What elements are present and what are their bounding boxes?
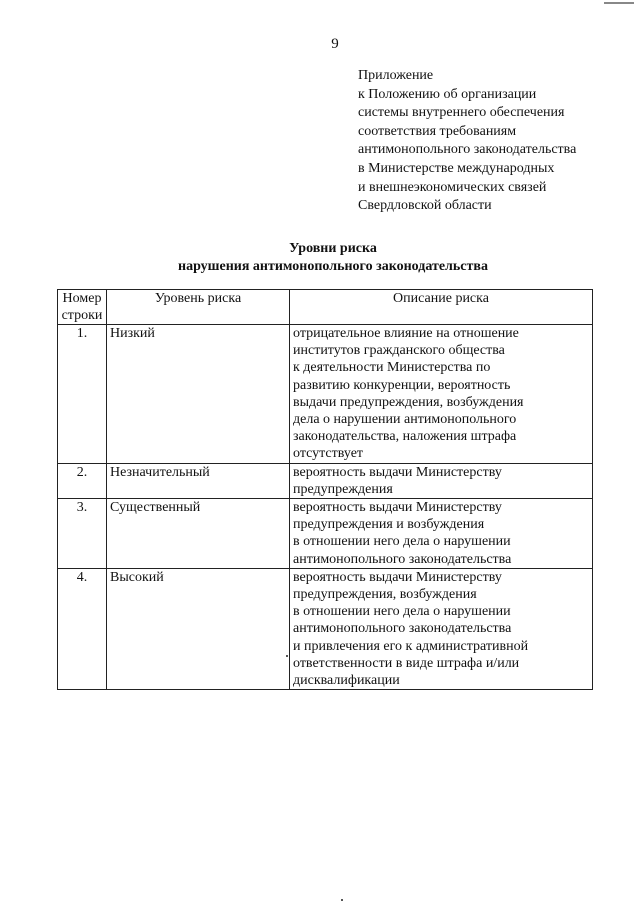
appendix-note — [358, 67, 576, 216]
description-line: вероятность выдачи Министерству — [293, 500, 502, 516]
scan-edge-mark — [604, 2, 634, 4]
row-number: 2. — [58, 463, 107, 498]
risk-description — [290, 568, 593, 689]
table-row — [58, 463, 593, 498]
header-risk-description: Описание риска — [290, 290, 593, 325]
description-line: дисквалификации — [293, 673, 400, 689]
row-number: 3. — [58, 499, 107, 569]
table-row — [58, 499, 593, 569]
description-line: развитию конкуренции, вероятность — [293, 377, 511, 393]
description-line: вероятность выдачи Министерству — [293, 464, 502, 480]
scan-speck — [286, 655, 288, 657]
appendix-line: системы внутреннего обеспечения — [358, 105, 565, 121]
description-line: предупреждения — [293, 481, 393, 497]
risk-description — [290, 463, 593, 498]
description-line: и привлечения его к административной — [293, 638, 529, 654]
description-line: отрицательное влияние на отношение — [293, 326, 519, 341]
title-line-1: Уровни риска — [289, 241, 377, 256]
document-title — [0, 240, 640, 276]
description-line: законодательства, наложения штрафа — [293, 429, 517, 445]
description-line: антимонопольного законодательства — [293, 621, 512, 637]
appendix-line: Свердловской области — [358, 198, 492, 214]
header-risk-level: Уровень риска — [107, 290, 290, 325]
description-line: выдачи предупреждения, возбуждения — [293, 394, 524, 410]
description-line: отсутствует — [293, 446, 364, 462]
table-row — [58, 325, 593, 464]
row-number: 1. — [58, 325, 107, 464]
appendix-line: Приложение — [358, 68, 434, 83]
appendix-line: антимонопольного законодательства — [358, 142, 577, 158]
page-number: 9 — [331, 36, 339, 52]
description-line: предупреждения, возбуждения — [293, 587, 477, 603]
risk-level: Существенный — [107, 499, 290, 569]
description-line: дела о нарушении антимонопольного — [293, 412, 517, 428]
risk-levels-table — [57, 289, 593, 690]
scan-speck — [341, 899, 343, 901]
risk-level: Низкий — [107, 325, 290, 464]
description-line: институтов гражданского общества — [293, 343, 505, 359]
table-header-row — [58, 290, 593, 325]
appendix-line: соответствия требованиям — [358, 123, 517, 139]
description-line: предупреждения и возбуждения — [293, 517, 485, 533]
description-line: в отношении него дела о нарушении — [293, 534, 511, 550]
description-line: вероятность выдачи Министерству — [293, 569, 502, 585]
appendix-line: и внешнеэкономических связей — [358, 179, 547, 195]
description-line: к деятельности Министерства по — [293, 360, 491, 376]
header-number-line-1: Номер — [62, 291, 102, 306]
table-row — [58, 568, 593, 689]
row-number: 4. — [58, 568, 107, 689]
header-row-number — [58, 290, 107, 325]
title-line-2: нарушения антимонопольного законодательства — [178, 259, 488, 274]
description-line: антимонопольного законодательства — [293, 551, 512, 567]
appendix-line: к Положению об организации — [358, 86, 537, 102]
header-number-line-2: строки — [61, 308, 103, 323]
appendix-line: в Министерстве международных — [358, 160, 555, 176]
risk-level: Незначительный — [107, 463, 290, 498]
risk-description — [290, 499, 593, 569]
description-line: в отношении него дела о нарушении — [293, 604, 511, 620]
risk-description — [290, 325, 593, 464]
description-line: ответственности в виде штрафа и/или — [293, 655, 520, 671]
risk-level: Высокий — [107, 568, 290, 689]
